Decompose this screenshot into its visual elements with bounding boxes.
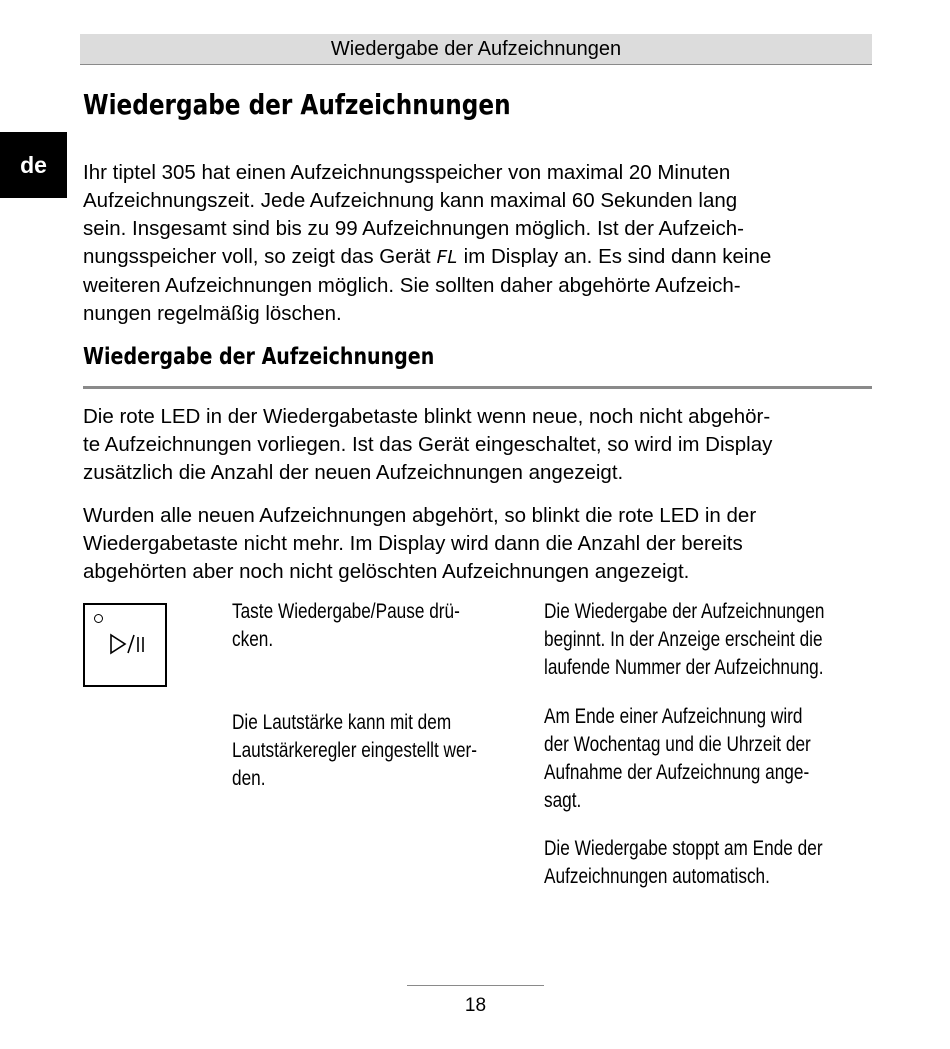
play-pause-button-illustration (83, 603, 167, 687)
text-line: Die rote LED in der Wiedergabetaste blinkt wenn neue, noch nicht abgehör- (83, 405, 771, 428)
text-line: cken. (232, 628, 274, 651)
text-line: Am Ende einer Aufzeichnung wird (544, 705, 803, 728)
step2-action (232, 709, 511, 793)
text-line: Taste Wiedergabe/Pause drü- (232, 600, 460, 623)
section-heading: Wiedergabe der Aufzeichnungen (83, 344, 435, 370)
text-line: Ihr tiptel 305 hat einen Aufzeichnungsspeicher von maximal 20 Minuten (83, 161, 731, 184)
page-number: 18 (464, 995, 487, 1016)
text-line: Die Lautstärke kann mit dem (232, 711, 452, 734)
step1-result (544, 598, 872, 682)
text-line: Aufzeichnungen automatisch. (544, 865, 770, 888)
text-line (83, 243, 875, 272)
text-fragment: nungsspeicher voll, so zeigt das Gerät (83, 245, 437, 268)
text-line: sagt. (544, 789, 582, 812)
text-line: Wiedergabetaste nicht mehr. Im Display wird dann die Anzahl der bereits (83, 532, 743, 555)
page-title: Wiedergabe der Aufzeichnungen (83, 88, 511, 121)
intro-paragraph (83, 159, 875, 328)
text-line: Die Wiedergabe der Aufzeichnungen (544, 600, 825, 623)
text-line: weiteren Aufzeichnungen möglich. Sie sollten daher abgehörte Aufzeich- (83, 274, 741, 297)
played-paragraph (83, 502, 875, 586)
text-line: Wurden alle neuen Aufzeichnungen abgehört, so blinkt die rote LED in der (83, 504, 757, 527)
play-pause-icon (109, 632, 149, 656)
text-line: te Aufzeichnungen vorliegen. Ist das Gerät eingeschaltet, so wird im Display (83, 433, 773, 456)
display-code: FL (436, 247, 458, 268)
text-line: Lautstärkeregler eingestellt wer- (232, 739, 478, 762)
text-line: beginnt. In der Anzeige erscheint die (544, 628, 823, 651)
text-line: Die Wiedergabe stoppt am Ende der (544, 837, 823, 860)
step1-action (232, 598, 511, 654)
text-line: Aufzeichnungszeit. Jede Aufzeichnung kann maximal 60 Sekunden lang (83, 189, 738, 212)
running-header: Wiedergabe der Aufzeichnungen (80, 34, 872, 65)
text-line: Aufnahme der Aufzeichnung ange- (544, 761, 810, 784)
language-tab: de (0, 132, 67, 198)
led-indicator-icon (94, 614, 103, 623)
text-line: den. (232, 767, 266, 790)
text-line: zusätzlich die Anzahl der neuen Aufzeichnungen angezeigt. (83, 461, 624, 484)
text-line: sein. Insgesamt sind bis zu 99 Aufzeichnungen möglich. Ist der Aufzeich- (83, 217, 744, 240)
footer-divider (407, 985, 544, 986)
text-line: laufende Nummer der Aufzeichnung. (544, 656, 824, 679)
step3-result (544, 835, 872, 891)
text-line: der Wochentag und die Uhrzeit der (544, 733, 811, 756)
text-line: abgehörten aber noch nicht gelöschten Aufzeichnungen angezeigt. (83, 560, 690, 583)
led-paragraph (83, 403, 875, 487)
text-fragment: im Display an. Es sind dann keine (457, 245, 772, 268)
text-line: nungen regelmäßig löschen. (83, 302, 342, 325)
step2-result (544, 703, 872, 815)
section-divider (83, 386, 872, 389)
